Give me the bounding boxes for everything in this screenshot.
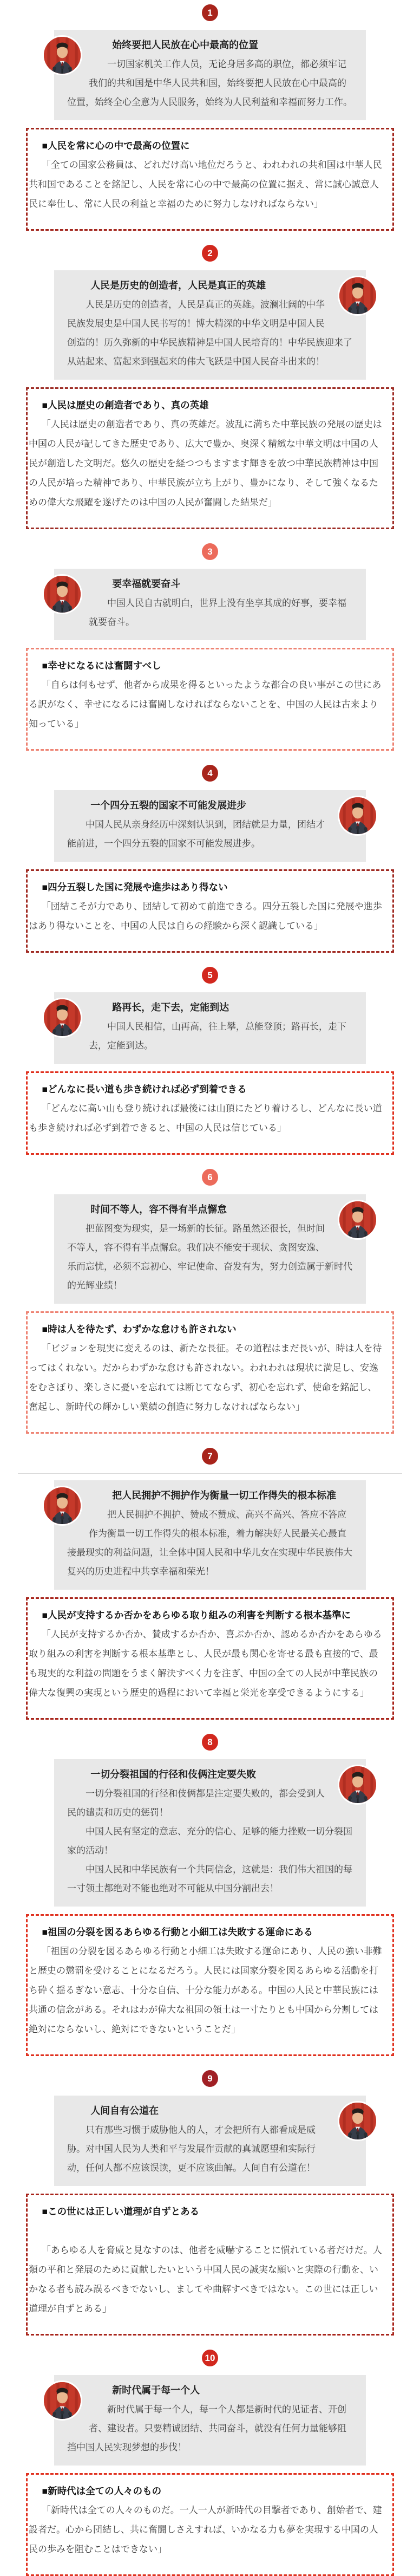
chinese-quote-title: 新时代属于每一个人 xyxy=(112,2385,200,2396)
speaker-avatar-icon xyxy=(42,998,82,1038)
chinese-quote-text: 中国人民相信，山再高，往上攀，总能登顶；路再长，走下去，定能到达。 xyxy=(89,1022,346,1051)
japanese-translation-text: 「全ての国家公務員は、どれだけ高い地位だろうと、われわれの共和国は中華人民共和国であることを銘記し、人民を常に心の中で最高の位置に据え、常に誠心誠意人民に奉仕し、常に人民の利益と幸福のために努力しなければならない」 xyxy=(29,160,382,209)
japanese-translation-text: 「人民は歴史の創造者であり、真の英雄だ。波乱に満ちた中華民族の発展の歴史は中国の人民が記してきた歴史であり、広大で豊か、奥深く精緻な中華文明は中国の人民が創造した文明だ。悠久の歴史を経つつもますます輝きを放つ中華民族精神は中国の人民が培った精神であり、中華民族が立ち上がり、豊かになり、そして強くなるための偉大な飛躍を遂げたのは中国の人民が奮闘した結果だ」 xyxy=(29,419,382,508)
speaker-avatar-icon xyxy=(42,2380,82,2421)
chinese-quote-title: 把人民拥护不拥护作为衡量一切工作得失的根本标准 xyxy=(112,1490,337,1501)
section-number-badge: 9 xyxy=(202,2070,218,2087)
chinese-quote-title: 时间不等人，容不得有半点懈怠 xyxy=(90,1204,227,1215)
chinese-quote-box xyxy=(54,1480,366,1590)
speaker-avatar-icon xyxy=(42,1486,82,1526)
quote-section xyxy=(0,953,420,1155)
chinese-quote-text: 只有那些习惯于威胁他人的人，才会把所有人都看成是威胁。对中国人民为人类和平与发展作贡献的真诚愿望和实际行动，任何人都不应该误读，更不应该曲解。人间自有公道在！ xyxy=(67,2125,316,2173)
section-number-badge: 3 xyxy=(202,543,218,560)
chinese-quote-text: 一切国家机关工作人员，无论身居多高的职位，都必须牢记我们的共和国是中华人民共和国，始终要把人民放在心中最高的位置，始终全心全意为人民服务，始终为人民利益和幸福而努力工作。 xyxy=(67,59,352,107)
chinese-quote-text: 把蓝图变为现实，是一场新的长征。路虽然还很长，但时间不等人，容不得有半点懈怠。我们决不能安于现状、贪图安逸、乐而忘忧，必须不忘初心、牢记使命、奋发有为，努力创造属于新时代的光辉业绩！ xyxy=(67,1224,352,1291)
section-number-badge: 8 xyxy=(202,1734,218,1751)
japanese-translation-title: ■この世には正しい道理が自ずとある xyxy=(42,2206,200,2217)
japanese-translation-title: ■人民は歴史の創造者であり、真の英雄 xyxy=(42,400,209,411)
japanese-translation-title: ■四分五裂した国に発展や進歩はあり得ない xyxy=(42,882,228,893)
chinese-quote-text: 中国人民和中华民族有一个共同信念，这就是：我们伟大祖国的每一寸领土都绝对不能也绝对不可能从中国分割出去！ xyxy=(67,1864,352,1894)
japanese-translation-title: ■新時代は全ての人々のもの xyxy=(42,2486,162,2496)
chinese-quote-box xyxy=(54,2375,366,2466)
section-number-badge: 1 xyxy=(202,4,218,21)
quote-section xyxy=(0,1434,420,1720)
japanese-translation-box xyxy=(26,648,394,751)
japanese-translation-title: ■幸せになるには奮闘すべし xyxy=(42,660,161,671)
chinese-quote-box xyxy=(54,569,366,640)
japanese-translation-box xyxy=(26,1311,394,1434)
speaker-avatar-icon xyxy=(338,1765,378,1805)
speaker-avatar-icon xyxy=(42,574,82,614)
quote-section xyxy=(0,4,420,231)
quote-section xyxy=(0,1155,420,1434)
japanese-translation-title: ■時は人を待たず、わずかな怠けも許されない xyxy=(42,1324,237,1335)
chinese-quote-title: 要幸福就要奋斗 xyxy=(112,578,181,589)
japanese-translation-title: ■どんなに長い道も歩き続ければ必ず到着できる xyxy=(42,1084,247,1095)
japanese-translation-box xyxy=(26,2473,394,2576)
chinese-quote-text: 中国人民自古就明白，世界上没有坐享其成的好事，要幸福就要奋斗。 xyxy=(89,598,346,627)
chinese-quote-box xyxy=(54,1194,366,1304)
section-number-badge: 4 xyxy=(202,765,218,782)
speaker-avatar-icon xyxy=(338,796,378,836)
chinese-quote-box xyxy=(54,1759,366,1907)
japanese-translation-box xyxy=(26,1071,394,1155)
japanese-translation-box xyxy=(26,387,394,529)
japanese-translation-box xyxy=(26,1597,394,1720)
chinese-quote-title: 路再长，走下去，定能到达 xyxy=(112,1002,229,1013)
speaker-avatar-icon xyxy=(42,35,82,75)
quote-section xyxy=(0,2336,420,2576)
section-number-badge: 7 xyxy=(202,1448,218,1465)
chinese-quote-text: 中国人民从亲身经历中深刻认识到，团结就是力量，团结才能前进，一个四分五裂的国家不可能发展进步。 xyxy=(67,819,325,849)
speaker-avatar-icon xyxy=(338,276,378,316)
chinese-quote-title: 一切分裂祖国的行径和伎俩注定要失败 xyxy=(90,1769,257,1780)
chinese-quote-title: 始终要把人民放在心中最高的位置 xyxy=(112,40,259,50)
chinese-quote-box xyxy=(54,992,366,1064)
japanese-translation-text: 「祖国の分裂を図るあらゆる行動と小細工は失敗する運命にあり、人民の強い非難と歴史の懲罰を受けることになるだろう。人民には国家分裂を図るあらゆる活動を打ち砕く揺るぎない意志、十分な自信、十分な能力がある。中国の人民と中華民族には共通の信念がある。それはわが偉大な祖国の領土は一寸たりとも中国から分割しては絶対にならないし、絶対にできないということだ」 xyxy=(29,1946,382,2034)
chinese-quote-text: 新时代属于每一个人，每一个人都是新时代的见证者、开创者、建设者。只要精诚团结、共同奋斗，就没有任何力量能够阻挡中国人民实现梦想的步伐！ xyxy=(67,2404,346,2453)
japanese-translation-box xyxy=(26,869,394,953)
section-number-badge: 5 xyxy=(202,967,218,984)
chinese-quote-title: 人民是历史的创造者，人民是真正的英雄 xyxy=(90,280,266,291)
quote-section xyxy=(0,1720,420,2056)
japanese-translation-text: 「どんなに高い山も登り続ければ最後には山頂にたどり着けるし、どんなに長い道も歩き続ければ必ず到着できると、中国の人民は信じている」 xyxy=(29,1103,382,1133)
quote-section xyxy=(0,751,420,953)
japanese-translation-title: ■祖国の分裂を図るあらゆる行動と小細工は失敗する運命にある xyxy=(42,1927,313,1937)
chinese-quote-title: 人间自有公道在 xyxy=(90,2105,159,2116)
chinese-quote-box xyxy=(54,2096,366,2186)
chinese-quote-box xyxy=(54,790,366,862)
quote-section xyxy=(0,529,420,751)
japanese-translation-box xyxy=(26,1914,394,2056)
japanese-translation-text: 「新時代は全ての人々のものだ。一人一人が新時代の目撃者であり、創始者で、建設者だ。心から団結し、共に奮闘しさえすれば、いかなる力も夢を実現する中国の人民の歩みを阻むことはできない」 xyxy=(29,2505,382,2554)
chinese-quote-box xyxy=(54,270,366,380)
section-number-badge: 2 xyxy=(202,245,218,262)
japanese-translation-text: 「ビジョンを現実に変えるのは、新たな長征。その道程はまだ長いが、時は人を待ってはくれない。だからわずかな怠けも許されない。われわれは現状に満足し、安逸をむさぼり、楽しさに憂いを忘れては断じてならず、初心を忘れず、使命を銘記し、奮起し、新時代の輝かしい業績の創造に努力しなければならない」 xyxy=(29,1343,382,1412)
chinese-quote-text: 人民是历史的创造者，人民是真正的英雄。波澜壮阔的中华民族发展史是中国人民书写的！博大精深的中华文明是中国人民创造的！历久弥新的中华民族精神是中国人民培育的！中华民族迎来了从站起来、富起来到强起来的伟大飞跃是中国人民奋斗出来的！ xyxy=(67,300,352,367)
chinese-quote-text: 把人民拥护不拥护、赞成不赞成、高兴不高兴、答应不答应作为衡量一切工作得失的根本标准，着力解决好人民最关心最直接最现实的利益问题，让全体中国人民和中华儿女在实现中华民族伟大复兴的历史进程中共享幸福和荣光！ xyxy=(67,1510,352,1577)
section-divider xyxy=(18,1473,402,1474)
chinese-quote-box xyxy=(54,30,366,120)
japanese-translation-box xyxy=(26,2194,394,2336)
japanese-translation-title: ■人民が支持するか否かをあらゆる取り組みの利害を判断する根本基準に xyxy=(42,1610,351,1621)
chinese-quote-title: 一个四分五裂的国家不可能发展进步 xyxy=(90,800,247,811)
section-number-badge: 6 xyxy=(202,1169,218,1186)
japanese-translation-text: 「あらゆる人を脅威と見なすのは、他者を威嚇することに慣れている者だけだ。人類の平和と発展のために貢献したいという中国人民の誠実な願いと実際の行動を、いかなる者も読み誤るべきでないし、ましてや曲解すべきではない。この世には正しい道理が自ずとある」 xyxy=(29,2245,382,2314)
section-number-badge: 10 xyxy=(202,2350,218,2366)
quote-section xyxy=(0,2056,420,2336)
quote-section xyxy=(0,231,420,529)
japanese-translation-text: 「自らは何もせず、他者から成果を得るといったような都合の良い事がこの世にある訳がなく、幸せになるには奮闘しなければならないことを、中国の人民は古来より知っている」 xyxy=(29,680,382,729)
japanese-translation-text: 「団結こそが力であり、団結して初めて前進できる。四分五裂した国に発展や進歩はあり得ないことを、中国の人民は自らの経験から深く認識している」 xyxy=(29,901,382,931)
japanese-translation-box xyxy=(26,128,394,231)
speaker-avatar-icon xyxy=(338,1200,378,1240)
japanese-translation-text: 「人民が支持するか否か、賛成するか否か、喜ぶか否か、認めるか否かをあらゆる取り組みの利害を判断する根本基準とし、人民が最も関心を寄せる最も直接的で、最も現実的な利益の問題をうまく解決すべく力を注ぎ、中国の全ての人民が中華民族の偉大な復興の実現という歴史的過程において幸福と栄光を享受できるようにする」 xyxy=(29,1629,382,1698)
chinese-quote-text: 中国人民有坚定的意志、充分的信心、足够的能力挫败一切分裂国家的活动！ xyxy=(67,1826,352,1856)
speaker-avatar-icon xyxy=(338,2101,378,2141)
chinese-quote-text: 一切分裂祖国的行径和伎俩都是注定要失败的，都会受到人民的谴责和历史的惩罚！ xyxy=(67,1788,325,1818)
japanese-translation-title: ■人民を常に心の中で最高の位置に xyxy=(42,140,190,151)
